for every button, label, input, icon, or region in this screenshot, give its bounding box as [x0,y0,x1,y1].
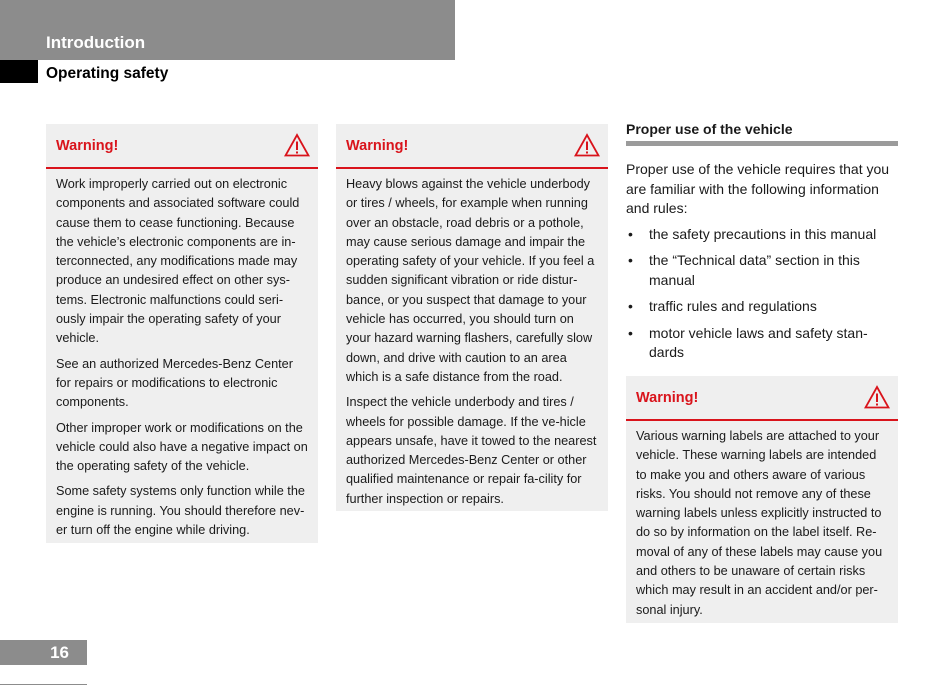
warning-body [46,169,318,548]
list-item-text: traffic rules and regulations [649,298,817,314]
warning-box-electronics [46,124,318,543]
warning-paragraph: Heavy blows against the vehicle underbody or tires / wheels, for example when running over an obstacle, road debris or a pothole, may cause serious damage and impair the operating safety of your vehicle. If you feel a sudden significant vibration or ride distur-bance, or you suspect that damage to your vehicle has occurred, you should turn on your hazard warning flashers, carefully slow down, and drive with caution to an area which is a safe distance from the road. [346,177,595,384]
proper-use-section [626,118,898,370]
warning-label: Warning! [56,138,119,154]
warning-paragraph: Work improperly carried out on electronic components and associated software could cause them to cease functioning. Because the vehicle’s electronic components are in-terconnected, any modifications made may produce an undesired effect on other sys-tems. Electronic malfunctions could seri-ously impair the operating safety of your vehicle. [56,177,300,346]
list-item [626,324,898,363]
list-item [626,251,898,290]
warning-body [626,421,898,628]
bullet: • [628,252,633,268]
bullet: • [628,298,633,314]
list-item [626,225,898,245]
warning-paragraph: Various warning labels are attached to your vehicle. These warning labels are intended to make you and others aware of various risks. You should not remove any of these warning labels unless explicitly instructed to do so by information on the label itself. Re-moval of any of these labels may cause you and others to be unaware of certain risks which may result in an accident and/or per-sonal injury. [636,429,883,617]
section-intro: Proper use of the vehicle requires that you are familiar with the following information and rules: [626,161,890,216]
warning-header [46,124,318,169]
warning-label: Warning! [346,138,409,154]
page-title: Operating safety [46,65,169,82]
list-item-text: motor vehicle laws and safety stan-dards [649,324,868,360]
bullet: • [628,324,633,341]
page-number-box [0,640,87,665]
warning-paragraph: Other improper work or modifications on the vehicle could also have a negative impact on the operating safety of the vehicle. [56,420,308,474]
warning-label: Warning! [636,390,699,406]
warning-paragraph: Inspect the vehicle underbody and tires / wheels for possible damage. If the ve-hicle appears unsafe, have it towed to the nearest authorized Mercedes-Benz Center or other qualified maintenance or repair fa-cility for further inspection or repairs. [346,395,597,506]
warning-triangle-icon [574,133,600,157]
list-item-text: the safety precautions in this manual [649,225,877,242]
footer-rule [0,665,87,685]
warning-body [336,169,608,517]
warning-header [336,124,608,169]
list-item [626,297,898,317]
warning-triangle-icon [864,385,890,409]
rules-list [626,225,898,363]
bullet: • [628,225,633,242]
section-title: Introduction [46,33,146,52]
warning-box-underbody [336,124,608,511]
warning-paragraph: See an authorized Mercedes-Benz Center for repairs or modifications to electronic components. [56,356,293,410]
warning-box-labels [626,376,898,623]
warning-header [626,376,898,421]
section-marker [0,60,38,83]
list-item-text: the “Technical data” section in this manual [649,252,860,288]
warning-triangle-icon [284,133,310,157]
section-heading: Proper use of the vehicle [626,118,898,146]
warning-paragraph: Some safety systems only function while the engine is running. You should therefore nev-er turn off the engine while driving. [56,484,305,538]
page-number: 16 [50,643,69,662]
